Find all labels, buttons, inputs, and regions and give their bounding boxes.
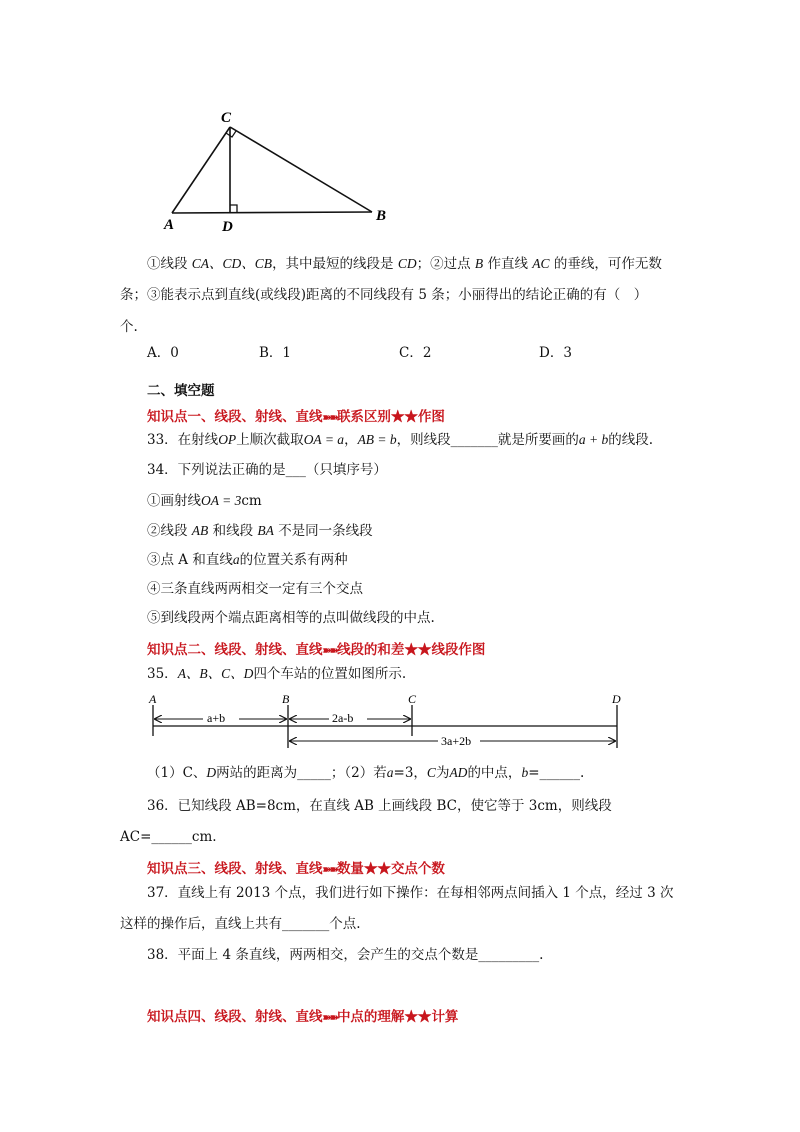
knowledge-point-3: 知识点三、线段、射线、直线➽➽数量★★交点个数 xyxy=(147,861,445,877)
q32-option-c: C．2 xyxy=(399,345,432,361)
station-line-figure xyxy=(145,692,630,754)
label-C: C xyxy=(221,110,232,126)
q33: 33．在射线OP上顺次截取OA = a，AB = b，则线段_______就是所要画的a + b的线段. xyxy=(147,432,654,448)
knowledge-point-4: 知识点四、线段、射线、直线➽➽中点的理解★★计算 xyxy=(147,1009,459,1025)
knowledge-point-2: 知识点二、线段、射线、直线➽➽线段的和差★★线段作图 xyxy=(147,642,486,658)
q32-line2: 条；③能表示点到直线(或线段)距离的不同线段有 5 条；小丽得出的结论正确的有（ ） xyxy=(120,287,648,303)
q32-line3: 个. xyxy=(120,319,138,335)
segment-CA xyxy=(172,127,230,213)
double-arrow-icon: ➽➽ xyxy=(322,1011,337,1024)
q35-stem: 35．A、B、C、D四个车站的位置如图所示. xyxy=(147,666,407,682)
segment-label-2a-minus-b: 2a-b xyxy=(332,711,354,725)
double-arrow-icon: ➽➽ xyxy=(322,644,337,657)
segment-CB xyxy=(230,127,372,212)
station-label-A: A xyxy=(149,692,157,706)
q32-option-a: A．0 xyxy=(147,345,179,361)
q36-line1: 36．已知线段 AB=8cm，在直线 AB 上画线段 BC，使它等于 3cm，则线段 xyxy=(147,798,612,814)
stars-icon: ★★ xyxy=(404,642,432,658)
q34-item-4: ④三条直线两两相交一定有三个交点 xyxy=(147,581,363,597)
q38: 38．平面上 4 条直线，两两相交，会产生的交点个数是_________. xyxy=(147,947,544,963)
stars-icon: ★★ xyxy=(390,409,418,425)
q34-item-5: ⑤到线段两个端点距离相等的点叫做线段的中点. xyxy=(147,610,435,626)
station-label-B: B xyxy=(282,692,290,706)
segment-label-a-plus-b: a+b xyxy=(207,711,226,725)
q34-item-3: ③点 A 和直线a的位置关系有两种 xyxy=(147,552,348,568)
stars-icon: ★★ xyxy=(363,861,391,877)
q34-stem: 34．下列说法正确的是___（只填序号） xyxy=(147,462,387,478)
knowledge-point-1: 知识点一、线段、射线、直线➽➽联系区别★★作图 xyxy=(147,409,445,425)
label-A: A xyxy=(164,217,175,233)
double-arrow-icon: ➽➽ xyxy=(322,863,337,876)
q32-option-d: D．3 xyxy=(539,345,572,361)
triangle-figure xyxy=(160,105,400,235)
q34-item-2: ②线段 AB 和线段 BA 不是同一条线段 xyxy=(147,523,373,539)
label-B: B xyxy=(376,208,387,224)
section-title-fill-blank: 二、填空题 xyxy=(147,383,215,399)
segment-label-3a-plus-2b: 3a+2b xyxy=(441,734,472,748)
q34-item-1: ①画射线OA = 3cm xyxy=(147,493,262,509)
segment-AB xyxy=(172,212,372,213)
q36-line2: AC=______cm. xyxy=(120,829,217,845)
right-angle-mark-D xyxy=(230,205,237,213)
q37-line2: 这样的操作后，直线上共有_______个点. xyxy=(120,916,361,932)
q32-line1: ①线段 CA、CD、CB，其中最短的线段是 CD；②过点 B 作直线 AC 的垂线，可作无数 xyxy=(147,256,662,272)
stars-icon: ★★ xyxy=(404,1009,432,1025)
station-label-D: D xyxy=(612,692,621,706)
q35-answers: （1）C、D两站的距离为_____；（2）若a=3，C为AD的中点，b=______. xyxy=(147,765,585,781)
q37-line1: 37．直线上有 2013 个点，我们进行如下操作：在每相邻两点间插入 1 个点，经过 3 次 xyxy=(147,885,674,901)
double-arrow-icon: ➽➽ xyxy=(322,411,337,424)
label-D: D xyxy=(222,219,233,235)
station-label-C: C xyxy=(408,692,417,706)
q32-option-b: B．1 xyxy=(259,345,292,361)
